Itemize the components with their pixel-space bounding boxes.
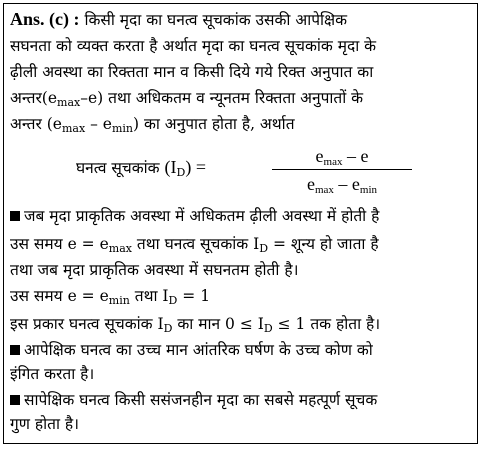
subscript: D	[263, 322, 273, 335]
formula-var: (I	[164, 157, 177, 177]
text-segment: अन्तर(e	[10, 89, 58, 107]
text-segment: ≤ 1 तक होता है।	[272, 315, 381, 333]
text-segment: आपेक्षिक घनत्व का उच्च मान आंतरिक घर्षण के उच्च कोण को	[24, 341, 373, 359]
text-segment: – e	[85, 115, 112, 133]
text-segment: ) का अनुपात होता है, अर्थात	[132, 115, 295, 133]
subscript: D	[163, 322, 173, 335]
subscript: D	[168, 294, 178, 307]
square-bullet-icon	[10, 345, 20, 355]
subscript: max	[108, 242, 132, 255]
para-line-5	[10, 112, 295, 135]
subscript: max	[314, 184, 334, 196]
subscript: max	[323, 156, 343, 168]
answer-box	[3, 3, 478, 444]
formula-fraction	[272, 144, 412, 196]
text-segment: अन्तर (e	[10, 115, 62, 133]
subscript: D	[176, 166, 186, 179]
formula-equals: ) =	[185, 157, 206, 177]
answer-label: Ans. (c) :	[10, 9, 80, 29]
text-segment: इस प्रकार घनत्व सूचकांक I	[10, 315, 164, 333]
formula-lhs-text: घनत्व सूचकांक	[76, 159, 165, 177]
subscript: D	[259, 242, 269, 255]
text-segment: – e	[333, 174, 360, 194]
para1-line1-text: किसी मृदा का घनत्व सूचकांक उसकी आपेक्षिक	[84, 11, 348, 29]
subscript: max	[57, 96, 81, 109]
fraction-bar	[272, 169, 412, 170]
bullet3-line-2: गुण होता है।	[10, 415, 79, 433]
text-segment: = शून्य हो जाता है	[268, 235, 379, 253]
bullet1-line-5	[10, 312, 380, 335]
bullet2-line-2: इंगित करता है।	[10, 365, 95, 383]
fraction-numerator	[272, 144, 412, 168]
text-segment: जब मृदा प्राकृतिक अवस्था में अधिकतम ढ़ीली अवस्था में होती है	[24, 207, 380, 225]
formula-lhs	[76, 156, 206, 179]
para-line-1	[10, 8, 347, 30]
para-line-4	[10, 86, 363, 109]
text-segment: – e	[342, 146, 369, 166]
square-bullet-icon	[10, 211, 20, 221]
fraction-denominator	[272, 172, 412, 196]
square-bullet-icon	[10, 395, 20, 405]
bullet1-line-2	[10, 232, 379, 255]
subscript: min	[111, 122, 133, 135]
text-segment: उस समय e = e	[10, 287, 109, 305]
text-segment: उस समय e = e	[10, 235, 109, 253]
bullet1-line-3: तथा जब मृदा प्राकृतिक अवस्था में सघनतम होती है।	[10, 261, 299, 279]
bullet2-line-1	[10, 338, 373, 360]
text-segment: तथा घनत्व सूचकांक I	[131, 235, 260, 253]
text-segment: सापेक्षिक घनत्व किसी ससंजनहीन मृदा का सबसे महत्पूर्ण सूचक	[24, 391, 378, 409]
text-segment: = 1	[177, 287, 211, 305]
text-segment: का मान 0 ≤ I	[172, 315, 264, 333]
para-line-2: सघनता को व्यक्त करता है अर्थात मृदा का घनत्व सूचकांक मृदा के	[10, 37, 377, 55]
bullet3-line-1	[10, 388, 377, 410]
subscript: min	[359, 184, 378, 196]
bullet1-line-4	[10, 284, 210, 307]
text-segment: e	[315, 146, 324, 166]
text-segment: तथा I	[129, 287, 169, 305]
subscript: max	[61, 122, 86, 135]
text-segment: e	[306, 174, 315, 194]
text-segment: –e) तथा अधिकतम व न्यूनतम रिक्तता अनुपातों के	[80, 89, 364, 107]
bullet1-line-1	[10, 204, 379, 226]
subscript: min	[108, 294, 130, 307]
para-line-3: ढ़ीली अवस्था का रिक्तता मान व किसी दिये गये रिक्त अनुपात का	[10, 63, 374, 81]
